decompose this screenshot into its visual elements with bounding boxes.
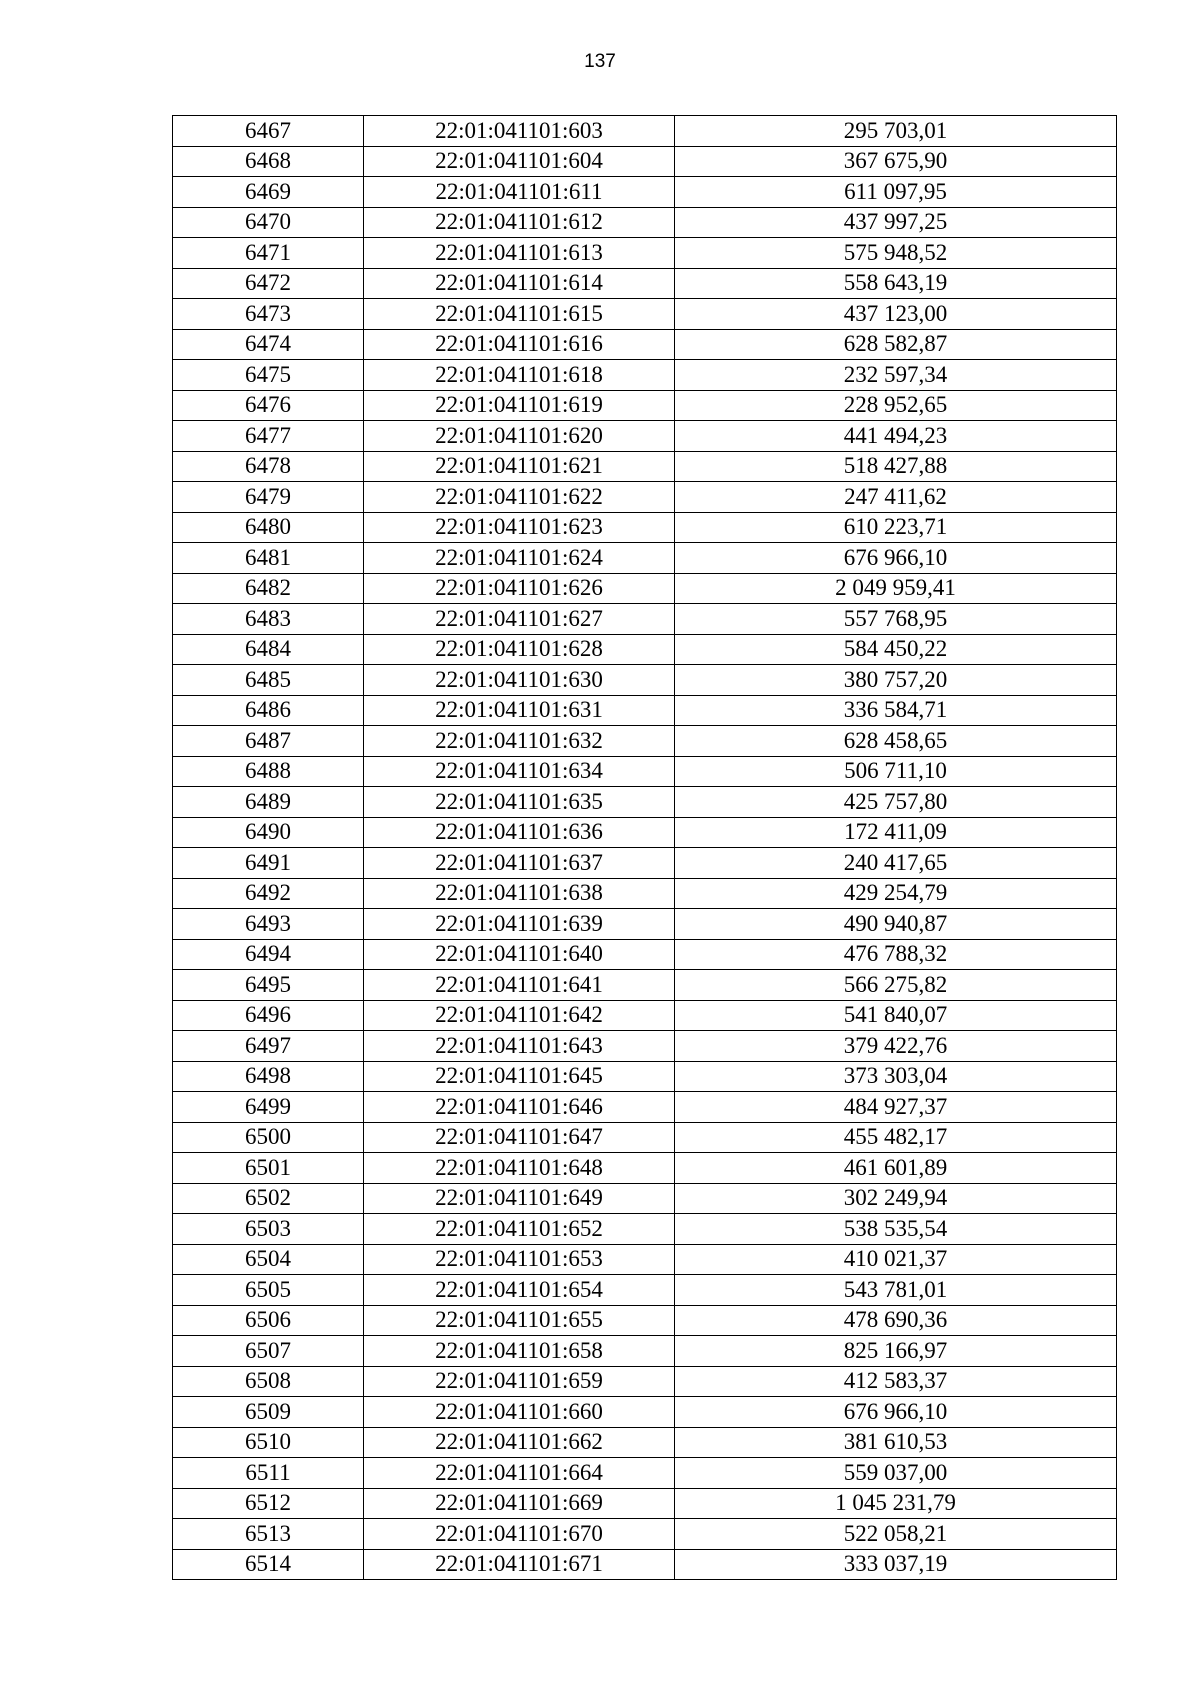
table-row (173, 878, 1117, 909)
cadastral-value-cell: 228 952,65 (675, 390, 1117, 421)
cadastral-value-cell: 557 768,95 (675, 604, 1117, 635)
table-row (173, 634, 1117, 665)
cadastral-number-cell: 22:01:041101:628 (364, 634, 675, 665)
cadastral-number-cell: 22:01:041101:670 (364, 1519, 675, 1550)
page-number: 137 (584, 51, 616, 72)
cadastral-number-cell: 22:01:041101:646 (364, 1092, 675, 1123)
cadastral-value-cell: 522 058,21 (675, 1519, 1117, 1550)
row-number-cell: 6488 (173, 756, 364, 787)
cadastral-value-cell: 584 450,22 (675, 634, 1117, 665)
row-number-cell: 6495 (173, 970, 364, 1001)
row-number-cell: 6491 (173, 848, 364, 879)
cadastral-number-cell: 22:01:041101:614 (364, 268, 675, 299)
row-number-cell: 6505 (173, 1275, 364, 1306)
row-number-cell: 6503 (173, 1214, 364, 1245)
table-row (173, 299, 1117, 330)
cadastral-value-cell: 455 482,17 (675, 1122, 1117, 1153)
cadastral-number-cell: 22:01:041101:612 (364, 207, 675, 238)
row-number-cell: 6479 (173, 482, 364, 513)
cadastral-number-cell: 22:01:041101:622 (364, 482, 675, 513)
cadastral-number-cell: 22:01:041101:638 (364, 878, 675, 909)
table-row (173, 238, 1117, 269)
table-row (173, 909, 1117, 940)
cadastral-value-cell: 232 597,34 (675, 360, 1117, 391)
table-row (173, 421, 1117, 452)
cadastral-number-cell: 22:01:041101:630 (364, 665, 675, 696)
cadastral-number-cell: 22:01:041101:623 (364, 512, 675, 543)
table-row (173, 1519, 1117, 1550)
table-row (173, 1031, 1117, 1062)
cadastral-value-cell: 558 643,19 (675, 268, 1117, 299)
cadastral-number-cell: 22:01:041101:627 (364, 604, 675, 635)
cadastral-value-cell: 336 584,71 (675, 695, 1117, 726)
table-row (173, 665, 1117, 696)
cadastral-value-cell: 541 840,07 (675, 1000, 1117, 1031)
table-row (173, 1549, 1117, 1580)
cadastral-value-cell: 476 788,32 (675, 939, 1117, 970)
cadastral-value-cell: 441 494,23 (675, 421, 1117, 452)
registry-table (172, 115, 1117, 1580)
cadastral-value-cell: 247 411,62 (675, 482, 1117, 513)
cadastral-number-cell: 22:01:041101:618 (364, 360, 675, 391)
row-number-cell: 6514 (173, 1549, 364, 1580)
row-number-cell: 6475 (173, 360, 364, 391)
cadastral-number-cell: 22:01:041101:621 (364, 451, 675, 482)
cadastral-number-cell: 22:01:041101:671 (364, 1549, 675, 1580)
row-number-cell: 6499 (173, 1092, 364, 1123)
cadastral-value-cell: 559 037,00 (675, 1458, 1117, 1489)
table-row (173, 207, 1117, 238)
cadastral-number-cell: 22:01:041101:615 (364, 299, 675, 330)
cadastral-value-cell: 506 711,10 (675, 756, 1117, 787)
cadastral-number-cell: 22:01:041101:648 (364, 1153, 675, 1184)
cadastral-value-cell: 825 166,97 (675, 1336, 1117, 1367)
table-row (173, 1488, 1117, 1519)
cadastral-number-cell: 22:01:041101:624 (364, 543, 675, 574)
table-row (173, 1214, 1117, 1245)
table-row (173, 604, 1117, 635)
row-number-cell: 6507 (173, 1336, 364, 1367)
cadastral-value-cell: 478 690,36 (675, 1305, 1117, 1336)
table-row (173, 573, 1117, 604)
cadastral-number-cell: 22:01:041101:669 (364, 1488, 675, 1519)
cadastral-number-cell: 22:01:041101:655 (364, 1305, 675, 1336)
cadastral-number-cell: 22:01:041101:616 (364, 329, 675, 360)
table-row (173, 1092, 1117, 1123)
row-number-cell: 6472 (173, 268, 364, 299)
cadastral-value-cell: 610 223,71 (675, 512, 1117, 543)
cadastral-value-cell: 240 417,65 (675, 848, 1117, 879)
row-number-cell: 6511 (173, 1458, 364, 1489)
table-row (173, 512, 1117, 543)
row-number-cell: 6474 (173, 329, 364, 360)
row-number-cell: 6482 (173, 573, 364, 604)
cadastral-value-cell: 2 049 959,41 (675, 573, 1117, 604)
table-row (173, 1000, 1117, 1031)
cadastral-number-cell: 22:01:041101:645 (364, 1061, 675, 1092)
cadastral-value-cell: 461 601,89 (675, 1153, 1117, 1184)
table-row (173, 451, 1117, 482)
row-number-cell: 6504 (173, 1244, 364, 1275)
cadastral-value-cell: 437 123,00 (675, 299, 1117, 330)
cadastral-number-cell: 22:01:041101:603 (364, 116, 675, 147)
table-row (173, 268, 1117, 299)
row-number-cell: 6470 (173, 207, 364, 238)
cadastral-number-cell: 22:01:041101:632 (364, 726, 675, 757)
row-number-cell: 6502 (173, 1183, 364, 1214)
row-number-cell: 6476 (173, 390, 364, 421)
table-row (173, 482, 1117, 513)
table-row (173, 1427, 1117, 1458)
row-number-cell: 6490 (173, 817, 364, 848)
row-number-cell: 6483 (173, 604, 364, 635)
row-number-cell: 6478 (173, 451, 364, 482)
cadastral-value-cell: 484 927,37 (675, 1092, 1117, 1123)
table-row (173, 116, 1117, 147)
cadastral-value-cell: 429 254,79 (675, 878, 1117, 909)
row-number-cell: 6480 (173, 512, 364, 543)
row-number-cell: 6510 (173, 1427, 364, 1458)
table-row (173, 1305, 1117, 1336)
cadastral-number-cell: 22:01:041101:637 (364, 848, 675, 879)
cadastral-number-cell: 22:01:041101:626 (364, 573, 675, 604)
cadastral-value-cell: 628 582,87 (675, 329, 1117, 360)
cadastral-number-cell: 22:01:041101:613 (364, 238, 675, 269)
table-row (173, 1183, 1117, 1214)
cadastral-value-cell: 1 045 231,79 (675, 1488, 1117, 1519)
table-row (173, 848, 1117, 879)
table-row (173, 146, 1117, 177)
cadastral-value-cell: 490 940,87 (675, 909, 1117, 940)
table-row (173, 1397, 1117, 1428)
cadastral-value-cell: 379 422,76 (675, 1031, 1117, 1062)
table-row (173, 1275, 1117, 1306)
cadastral-number-cell: 22:01:041101:634 (364, 756, 675, 787)
row-number-cell: 6513 (173, 1519, 364, 1550)
table-row (173, 695, 1117, 726)
table-row (173, 390, 1117, 421)
cadastral-value-cell: 628 458,65 (675, 726, 1117, 757)
row-number-cell: 6486 (173, 695, 364, 726)
table-row (173, 1366, 1117, 1397)
cadastral-number-cell: 22:01:041101:659 (364, 1366, 675, 1397)
cadastral-value-cell: 538 535,54 (675, 1214, 1117, 1245)
cadastral-value-cell: 380 757,20 (675, 665, 1117, 696)
row-number-cell: 6492 (173, 878, 364, 909)
table-row (173, 329, 1117, 360)
table-row (173, 1244, 1117, 1275)
cadastral-value-cell: 518 427,88 (675, 451, 1117, 482)
table-row (173, 1458, 1117, 1489)
row-number-cell: 6481 (173, 543, 364, 574)
cadastral-value-cell: 295 703,01 (675, 116, 1117, 147)
row-number-cell: 6494 (173, 939, 364, 970)
cadastral-number-cell: 22:01:041101:604 (364, 146, 675, 177)
row-number-cell: 6493 (173, 909, 364, 940)
table-row (173, 1061, 1117, 1092)
cadastral-value-cell: 575 948,52 (675, 238, 1117, 269)
table-row (173, 756, 1117, 787)
row-number-cell: 6497 (173, 1031, 364, 1062)
table-row (173, 1336, 1117, 1367)
cadastral-value-cell: 410 021,37 (675, 1244, 1117, 1275)
row-number-cell: 6485 (173, 665, 364, 696)
cadastral-number-cell: 22:01:041101:653 (364, 1244, 675, 1275)
cadastral-value-cell: 367 675,90 (675, 146, 1117, 177)
cadastral-number-cell: 22:01:041101:662 (364, 1427, 675, 1458)
cadastral-value-cell: 611 097,95 (675, 177, 1117, 208)
row-number-cell: 6506 (173, 1305, 364, 1336)
cadastral-number-cell: 22:01:041101:611 (364, 177, 675, 208)
table-row (173, 970, 1117, 1001)
cadastral-number-cell: 22:01:041101:642 (364, 1000, 675, 1031)
row-number-cell: 6487 (173, 726, 364, 757)
cadastral-value-cell: 302 249,94 (675, 1183, 1117, 1214)
row-number-cell: 6468 (173, 146, 364, 177)
cadastral-value-cell: 412 583,37 (675, 1366, 1117, 1397)
cadastral-value-cell: 566 275,82 (675, 970, 1117, 1001)
row-number-cell: 6500 (173, 1122, 364, 1153)
cadastral-value-cell: 425 757,80 (675, 787, 1117, 818)
row-number-cell: 6484 (173, 634, 364, 665)
row-number-cell: 6489 (173, 787, 364, 818)
cadastral-number-cell: 22:01:041101:664 (364, 1458, 675, 1489)
row-number-cell: 6469 (173, 177, 364, 208)
table-row (173, 1153, 1117, 1184)
cadastral-value-cell: 172 411,09 (675, 817, 1117, 848)
cadastral-number-cell: 22:01:041101:649 (364, 1183, 675, 1214)
cadastral-value-cell: 381 610,53 (675, 1427, 1117, 1458)
cadastral-number-cell: 22:01:041101:635 (364, 787, 675, 818)
row-number-cell: 6473 (173, 299, 364, 330)
cadastral-value-cell: 543 781,01 (675, 1275, 1117, 1306)
table-row (173, 726, 1117, 757)
cadastral-number-cell: 22:01:041101:639 (364, 909, 675, 940)
table-row (173, 787, 1117, 818)
row-number-cell: 6496 (173, 1000, 364, 1031)
cadastral-number-cell: 22:01:041101:641 (364, 970, 675, 1001)
table-row (173, 817, 1117, 848)
cadastral-value-cell: 676 966,10 (675, 1397, 1117, 1428)
row-number-cell: 6471 (173, 238, 364, 269)
cadastral-value-cell: 676 966,10 (675, 543, 1117, 574)
row-number-cell: 6509 (173, 1397, 364, 1428)
cadastral-number-cell: 22:01:041101:619 (364, 390, 675, 421)
cadastral-number-cell: 22:01:041101:658 (364, 1336, 675, 1367)
row-number-cell: 6467 (173, 116, 364, 147)
cadastral-number-cell: 22:01:041101:640 (364, 939, 675, 970)
cadastral-number-cell: 22:01:041101:660 (364, 1397, 675, 1428)
table-row (173, 543, 1117, 574)
cadastral-number-cell: 22:01:041101:631 (364, 695, 675, 726)
row-number-cell: 6508 (173, 1366, 364, 1397)
cadastral-number-cell: 22:01:041101:654 (364, 1275, 675, 1306)
cadastral-value-cell: 333 037,19 (675, 1549, 1117, 1580)
cadastral-number-cell: 22:01:041101:620 (364, 421, 675, 452)
cadastral-number-cell: 22:01:041101:647 (364, 1122, 675, 1153)
row-number-cell: 6477 (173, 421, 364, 452)
table-row (173, 1122, 1117, 1153)
cadastral-number-cell: 22:01:041101:652 (364, 1214, 675, 1245)
row-number-cell: 6498 (173, 1061, 364, 1092)
cadastral-number-cell: 22:01:041101:636 (364, 817, 675, 848)
table-row (173, 939, 1117, 970)
row-number-cell: 6501 (173, 1153, 364, 1184)
registry-table-body (173, 116, 1117, 1580)
table-row (173, 177, 1117, 208)
cadastral-number-cell: 22:01:041101:643 (364, 1031, 675, 1062)
cadastral-value-cell: 373 303,04 (675, 1061, 1117, 1092)
cadastral-value-cell: 437 997,25 (675, 207, 1117, 238)
row-number-cell: 6512 (173, 1488, 364, 1519)
table-row (173, 360, 1117, 391)
